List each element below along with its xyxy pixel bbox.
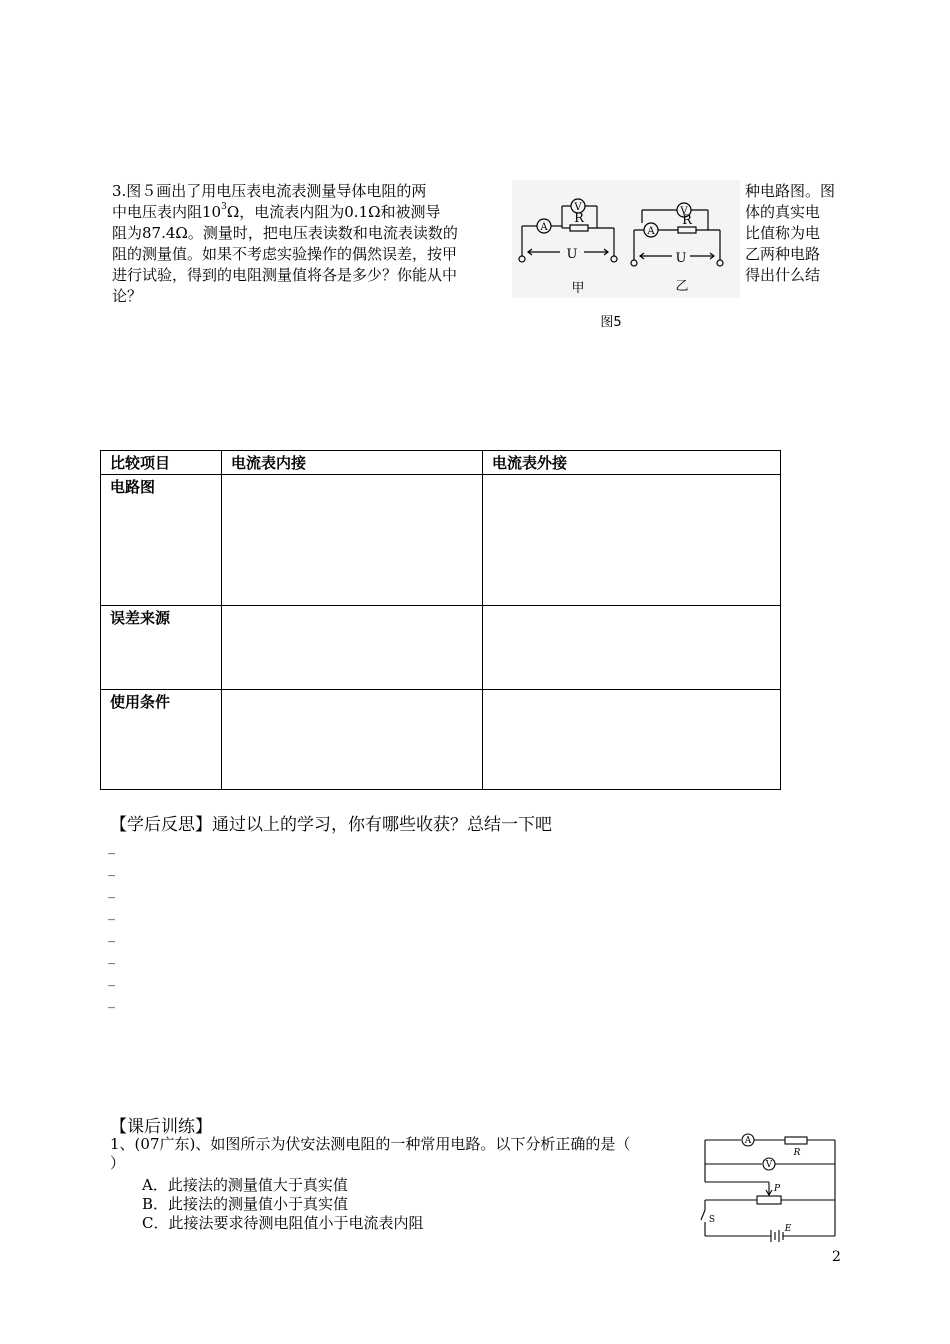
fig-v-label: V: [574, 202, 582, 213]
table-cell[interactable]: [483, 606, 781, 690]
q3-right-line: 乙两种电路: [745, 245, 821, 263]
fig-a-label-2: A: [647, 226, 655, 237]
q3-right-line: 得出什么结: [745, 266, 821, 284]
answer-line[interactable]: _: [108, 949, 115, 965]
train-e-label: E: [784, 1224, 792, 1234]
table-cell[interactable]: [222, 475, 483, 606]
fig-u-label-2: U: [675, 251, 687, 266]
q3-line: 论？: [112, 287, 143, 305]
resistor-icon: [785, 1137, 807, 1144]
table-cell[interactable]: [483, 690, 781, 790]
training-circuit: [695, 1130, 843, 1252]
training-title: 【课后训练】: [110, 1117, 212, 1137]
train-s-label: S: [708, 1215, 716, 1225]
row-label: 使用条件: [101, 690, 222, 790]
answer-line[interactable]: _: [108, 971, 115, 987]
table-row: [101, 606, 781, 690]
train-r-label: R: [793, 1148, 801, 1158]
figure-caption: 图5: [600, 315, 622, 330]
q3-right-line: 种电路图。图: [745, 182, 836, 200]
page-number: 2: [832, 1249, 841, 1265]
answer-line[interactable]: _: [108, 883, 115, 899]
row-label: 电路图: [101, 475, 222, 606]
reflection-title: 【学后反思】通过以上的学习，你有哪些收获？总结一下吧: [110, 815, 552, 835]
q3-line: 3.图５画出了用电压表电流表测量导体电阻的两: [112, 182, 427, 200]
train-p-label: P: [773, 1184, 781, 1194]
q1-line: ）: [110, 1154, 126, 1172]
figure-5-circuits: [512, 180, 740, 340]
answer-line[interactable]: _: [108, 927, 115, 943]
fig-r-label: R: [574, 211, 584, 226]
train-a-label: A: [744, 1136, 752, 1146]
rheostat-icon: [757, 1196, 781, 1204]
table-cell[interactable]: [483, 475, 781, 606]
fig-yi-label: 乙: [675, 279, 689, 294]
option-b[interactable]: B．此接法的测量值小于真实值: [142, 1195, 349, 1213]
q3-line: 阻的测量值。如果不考虑实验操作的偶然误差，按甲: [112, 245, 458, 263]
q1-line: 1、(07广东)、如图所示为伏安法测电阻的一种常用电路。以下分析正确的是（: [110, 1135, 631, 1153]
q3-line: 进行试验，得到的电阻测量值将各是多少？你能从中: [112, 266, 458, 284]
table-cell[interactable]: [222, 690, 483, 790]
table-header: 比较项目: [101, 451, 222, 475]
q3-line: 中电压表内阻$10^3\Omega$，电流表内阻为0.1Ω和被测导: [112, 202, 441, 221]
fig-jia-label: 甲: [571, 281, 585, 296]
table-row: [101, 475, 781, 606]
fig-a-label: A: [540, 222, 548, 233]
training-question-1: [110, 1135, 630, 1173]
option-c[interactable]: C．此接法要求待测电阻值小于电流表内阻: [142, 1214, 424, 1232]
answer-line[interactable]: _: [108, 993, 115, 1009]
table-header-row: [101, 451, 781, 475]
table-cell[interactable]: [222, 606, 483, 690]
table-row: [101, 690, 781, 790]
comparison-table: [100, 450, 781, 790]
table-header: 电流表内接: [222, 451, 483, 475]
fig-u-label: U: [566, 247, 578, 262]
q3-right-line: 比值称为电: [745, 224, 821, 242]
table-header: 电流表外接: [483, 451, 781, 475]
train-v-label: V: [765, 1160, 773, 1170]
q3-line: 阻为87.4Ω。测量时，把电压表读数和电流表读数的: [112, 224, 458, 242]
row-label: 误差来源: [101, 606, 222, 690]
switch-icon: [701, 1210, 705, 1220]
answer-line[interactable]: _: [108, 839, 115, 855]
fig-v-label-2: V: [680, 206, 688, 217]
option-a[interactable]: A．此接法的测量值大于真实值: [142, 1176, 348, 1194]
fig-r-label-2: R: [682, 213, 692, 228]
answer-line[interactable]: _: [108, 861, 115, 877]
answer-line[interactable]: _: [108, 905, 115, 921]
question3-text-right: [745, 181, 843, 286]
q3-right-line: 体的真实电: [745, 203, 821, 221]
question3-text: [112, 181, 497, 307]
